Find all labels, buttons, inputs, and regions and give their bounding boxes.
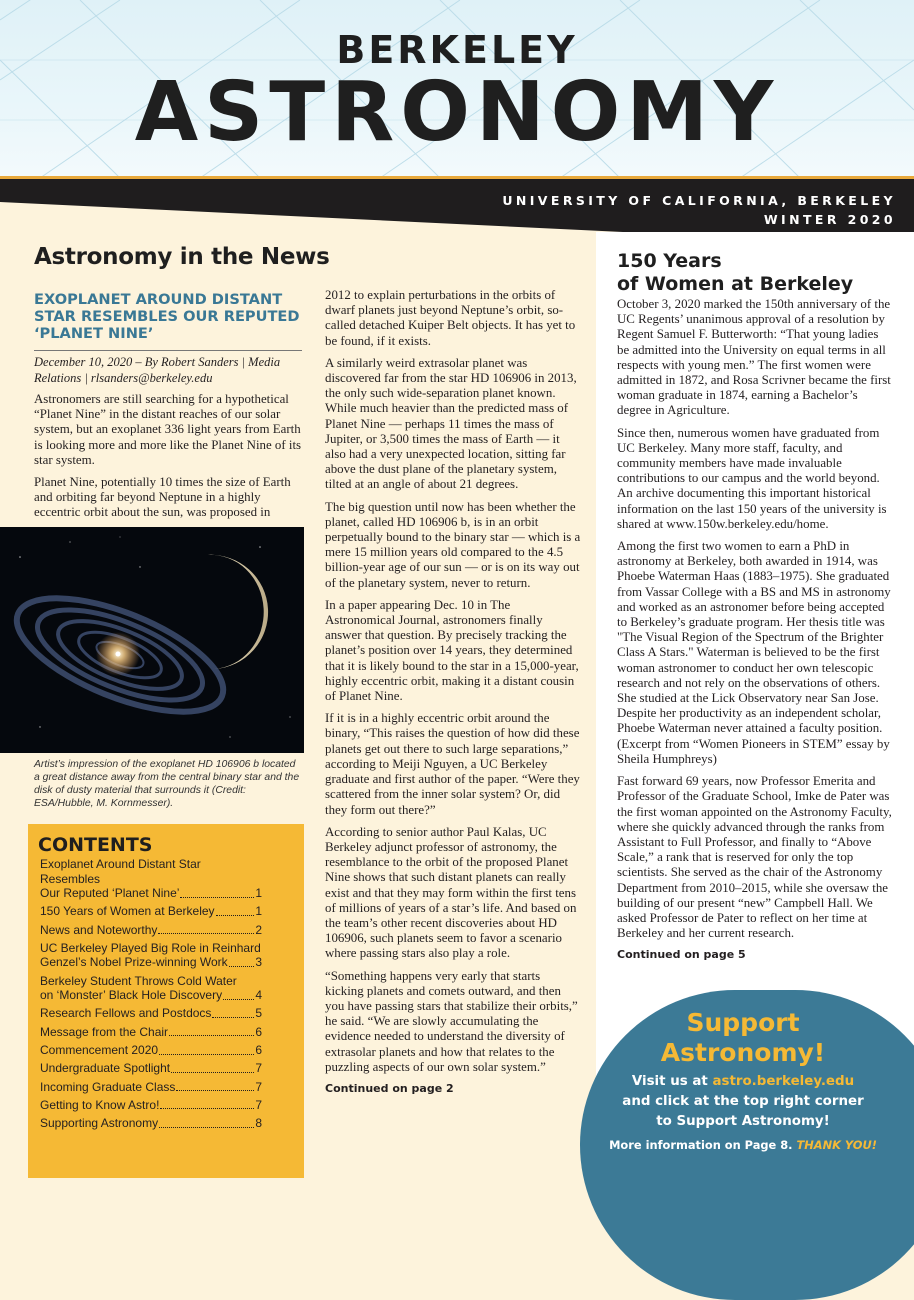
thank-you-text: THANK YOU! [796, 1138, 877, 1152]
toc-item-title: Message from the Chair [40, 1024, 169, 1039]
university-label: UNIVERSITY OF CALIFORNIA, BERKELEY [502, 193, 896, 208]
toc-item[interactable] [40, 1098, 262, 1113]
paragraph: “Something happens very early that starts kicking planets and comets outward, and then you have passing stars that stabilize their orbits,” he said. “We are slowly accumulating the evidence needed to understand the diversity of extrasolar planets and how that relates to the puzzling aspects of our own solar system.” [325, 968, 578, 1074]
toc-item[interactable] [40, 904, 262, 919]
toc-item[interactable] [40, 1061, 262, 1076]
heading-line: Support [686, 1008, 800, 1037]
toc-item-page: 1 [255, 904, 262, 919]
issue-label: WINTER 2020 [763, 212, 896, 227]
toc-item-title: on ‘Monster’ Black Hole Discovery [40, 988, 223, 1003]
instruction-line: to Support Astronomy! [656, 1114, 830, 1129]
toc-item-page: 7 [255, 1061, 262, 1076]
toc-item[interactable] [40, 857, 262, 901]
toc-item-title: News and Noteworthy [40, 922, 158, 937]
toc-item[interactable] [40, 1116, 262, 1131]
contents-box [28, 824, 304, 1178]
toc-item-title: 150 Years of Women at Berkeley [40, 904, 215, 919]
toc-item-page: 7 [255, 1097, 262, 1112]
toc-item-page: 2 [255, 922, 262, 937]
paragraph: Since then, numerous women have graduated from UC Berkeley. Many more staff, faculty, and community members have made invaluable contributions to our campus and the world beyond. An archive documenting this important historical information on the last 150 years of the university is shared at www.150w.berkeley.edu/home. [617, 425, 887, 531]
paragraph: Among the first two women to earn a PhD in astronomy at Berkeley, both awarded in 1914, was Phoebe Waterman Haas (1883–1975). She graduated from Vassar College with a BS and MS in astronomy and worked as an astronomer before being accepted to Berkeley’s graduate program. Her thesis title was "The Visual Region of the Spectrum of the Brighter Class A Stars." Waterman is believed to be the first woman astronomer to conduct her own telescopic research and not rely on the observations of others. She studied at the Lick Observatory near San Jose. Despite her productivity as an independent scholar, Phoebe Waterman never attained a faculty position. (Excerpt from “Women Pioneers in STEM” essay by Sheila Humphreys) [617, 539, 891, 766]
paragraph: A similarly weird extrasolar planet was discovered far from the star HD 106906 in 2013, the only such wide-separation planet known. While much heavier than the predicted mass of Planet Nine — perhaps 11 times the mass of Jupiter, or 3,500 times the mass of Earth — it also had a very unexpected location, sitting far above the dust plane of the planetary system, tilted at an angle of about 21 degrees. [325, 355, 577, 492]
title-line: of Women at Berkeley [617, 273, 854, 295]
paragraph: According to senior author Paul Kalas, UC Berkeley adjunct professor of astronomy, the resemblance to the orbit of the proposed Planet Nine shows that such distant planets can really exist and that they may form within the first tens of millions of years of a star’s life. And based on the team’s other recent discoveries about HD 106906, such planets seem to favor a scenario where passing stars also play a role. [325, 824, 577, 961]
toc-item-title: Getting to Know Astro! [40, 1097, 160, 1112]
toc-item-page: 6 [255, 1043, 262, 1058]
section-title-news: Astronomy in the News [34, 244, 330, 270]
toc-item[interactable] [40, 974, 262, 1003]
toc-item-page: 3 [255, 955, 262, 970]
title-line: 150 Years [617, 250, 722, 272]
article-headline: EXOPLANET AROUND DISTANT STAR RESEMBLES OUR REPUTED ‘PLANET NINE’ [34, 291, 300, 342]
toc-item[interactable] [40, 923, 262, 938]
toc-item-title: Undergraduate Spotlight [40, 1061, 171, 1076]
headline-rule [34, 350, 302, 351]
toc-list [40, 857, 262, 1135]
women-article-title [617, 250, 853, 296]
more-info-text: More information on Page 8. [609, 1138, 797, 1152]
image-caption: Artist’s impression of the exoplanet HD 106906 b located a great distance away from the central binary star and the disk of dusty material that surrounds it (Credit: ESA/Hubble, M. Kornmesser). [34, 759, 300, 809]
paragraph: October 3, 2020 marked the 150th anniversary of the UC Regents’ unanimous approval of a resolution by Regent Samuel F. Butterworth: “That young ladies be admitted into the University on equal terms in all respects with young men.” The first women were admitted in 1872, and Rosa Scrivner became the first woman graduate in 1874, earning a Bachelor’s degree in Agriculture. [617, 297, 891, 418]
toc-item[interactable] [40, 1080, 262, 1095]
toc-item[interactable] [40, 1043, 262, 1058]
toc-item-page: 1 [255, 886, 262, 900]
toc-item-title: Berkeley Student Throws Cold Water [40, 973, 237, 988]
toc-item-title: Supporting Astronomy [40, 1116, 159, 1131]
paragraph: If it is in a highly eccentric orbit around the binary, “This raises the question of how did these planets get out there to such large separations,” according to Meiji Nguyen, a UC Berkeley graduate and first author of the paper. “Were they scattered from the inner solar system? Or, did they form out there?” [325, 711, 580, 817]
toc-item-title: Research Fellows and Postdocs [40, 1006, 212, 1021]
women-article-column [617, 297, 893, 961]
support-more-info [580, 1138, 906, 1152]
toc-item-page: 6 [255, 1024, 262, 1039]
contents-title: CONTENTS [38, 834, 153, 856]
toc-item-title: Exoplanet Around Distant Star Resembles [40, 857, 201, 886]
toc-item-title: Incoming Graduate Class [40, 1079, 176, 1094]
support-callout[interactable] [580, 990, 914, 1300]
toc-item-page: 8 [255, 1116, 262, 1131]
article-column-2 [325, 288, 581, 1095]
toc-item-page: 7 [255, 1079, 262, 1094]
paragraph: 2012 to explain perturbations in the orbits of dwarf planets just beyond Neptune’s orbit, so-called detached Kuiper Belt objects. It has yet to be found, if it exists. [325, 288, 576, 348]
heading-line: Astronomy! [660, 1038, 826, 1067]
continued-link[interactable]: Continued on page 5 [617, 948, 746, 962]
article-column-1 [34, 392, 304, 528]
toc-item-title: Commencement 2020 [40, 1043, 159, 1058]
visit-prefix: Visit us at [631, 1074, 713, 1089]
toc-item-page: 5 [255, 1006, 262, 1021]
masthead-astronomy: ASTRONOMY [134, 65, 780, 160]
toc-item-title: UC Berkeley Played Big Role in Reinhard [40, 940, 261, 955]
toc-item-title: Genzel’s Nobel Prize-winning Work [40, 955, 228, 970]
paragraph: The big question until now has been whether the planet, called HD 106906 b, is in an orbit perpetually bound to the binary star — which is a mere 15 million years old compared to the 4.5 billion-year age of our sun — or is on its way out of the planetary system, never to return. [325, 499, 581, 590]
toc-item-page: 4 [255, 988, 262, 1003]
toc-item-title: Our Reputed ‘Planet Nine’ [40, 886, 180, 900]
paragraph: In a paper appearing Dec. 10 in The Astronomical Journal, astronomers finally answer that question. By precisely tracking the planet’s position over 14 years, they determined that it is likely bound to the star in a 15,000-year, highly eccentric orbit, making it a distant cousin of Planet Nine. [325, 597, 579, 704]
exoplanet-illustration [0, 527, 304, 753]
support-heading [580, 1008, 906, 1068]
toc-item[interactable] [40, 941, 262, 970]
masthead-berkeley: BERKELEY [336, 28, 578, 72]
paragraph: Planet Nine, potentially 10 times the size of Earth and orbiting far beyond Neptune in a highly eccentric orbit about the sun, was proposed in [34, 475, 291, 520]
astro-link[interactable]: astro.berkeley.edu [712, 1074, 855, 1089]
paragraph: Astronomers are still searching for a hypothetical “Planet Nine” in the distant reaches of our solar system, but an exoplanet 336 light years from Earth is looking more and more like the Planet Nine of its star system. [34, 392, 302, 467]
instruction-line: and click at the top right corner [622, 1094, 864, 1109]
paragraph: Fast forward 69 years, now Professor Emerita and Professor of the Graduate School, Imke de Pater was the first woman appointed on the Astronomy Faculty, where she quickly advanced through the ranks from Assistant to Full Professor, and finally to “Above Scale,” a rank that is reserved for only the top scientists. She served as the chair of the Astronomy Department from 2010–2015, while she oversaw the building of our present “new” Campbell Hall. We asked Professor de Pater to reflect on her time at Berkeley and her current research. [617, 774, 892, 941]
article-byline: December 10, 2020 – By Robert Sanders | Media Relations | rlsanders@berkeley.edu [34, 355, 281, 385]
toc-item[interactable] [40, 1025, 262, 1040]
support-instructions [580, 1072, 906, 1132]
continued-link[interactable]: Continued on page 2 [325, 1081, 454, 1095]
toc-item[interactable] [40, 1006, 262, 1021]
